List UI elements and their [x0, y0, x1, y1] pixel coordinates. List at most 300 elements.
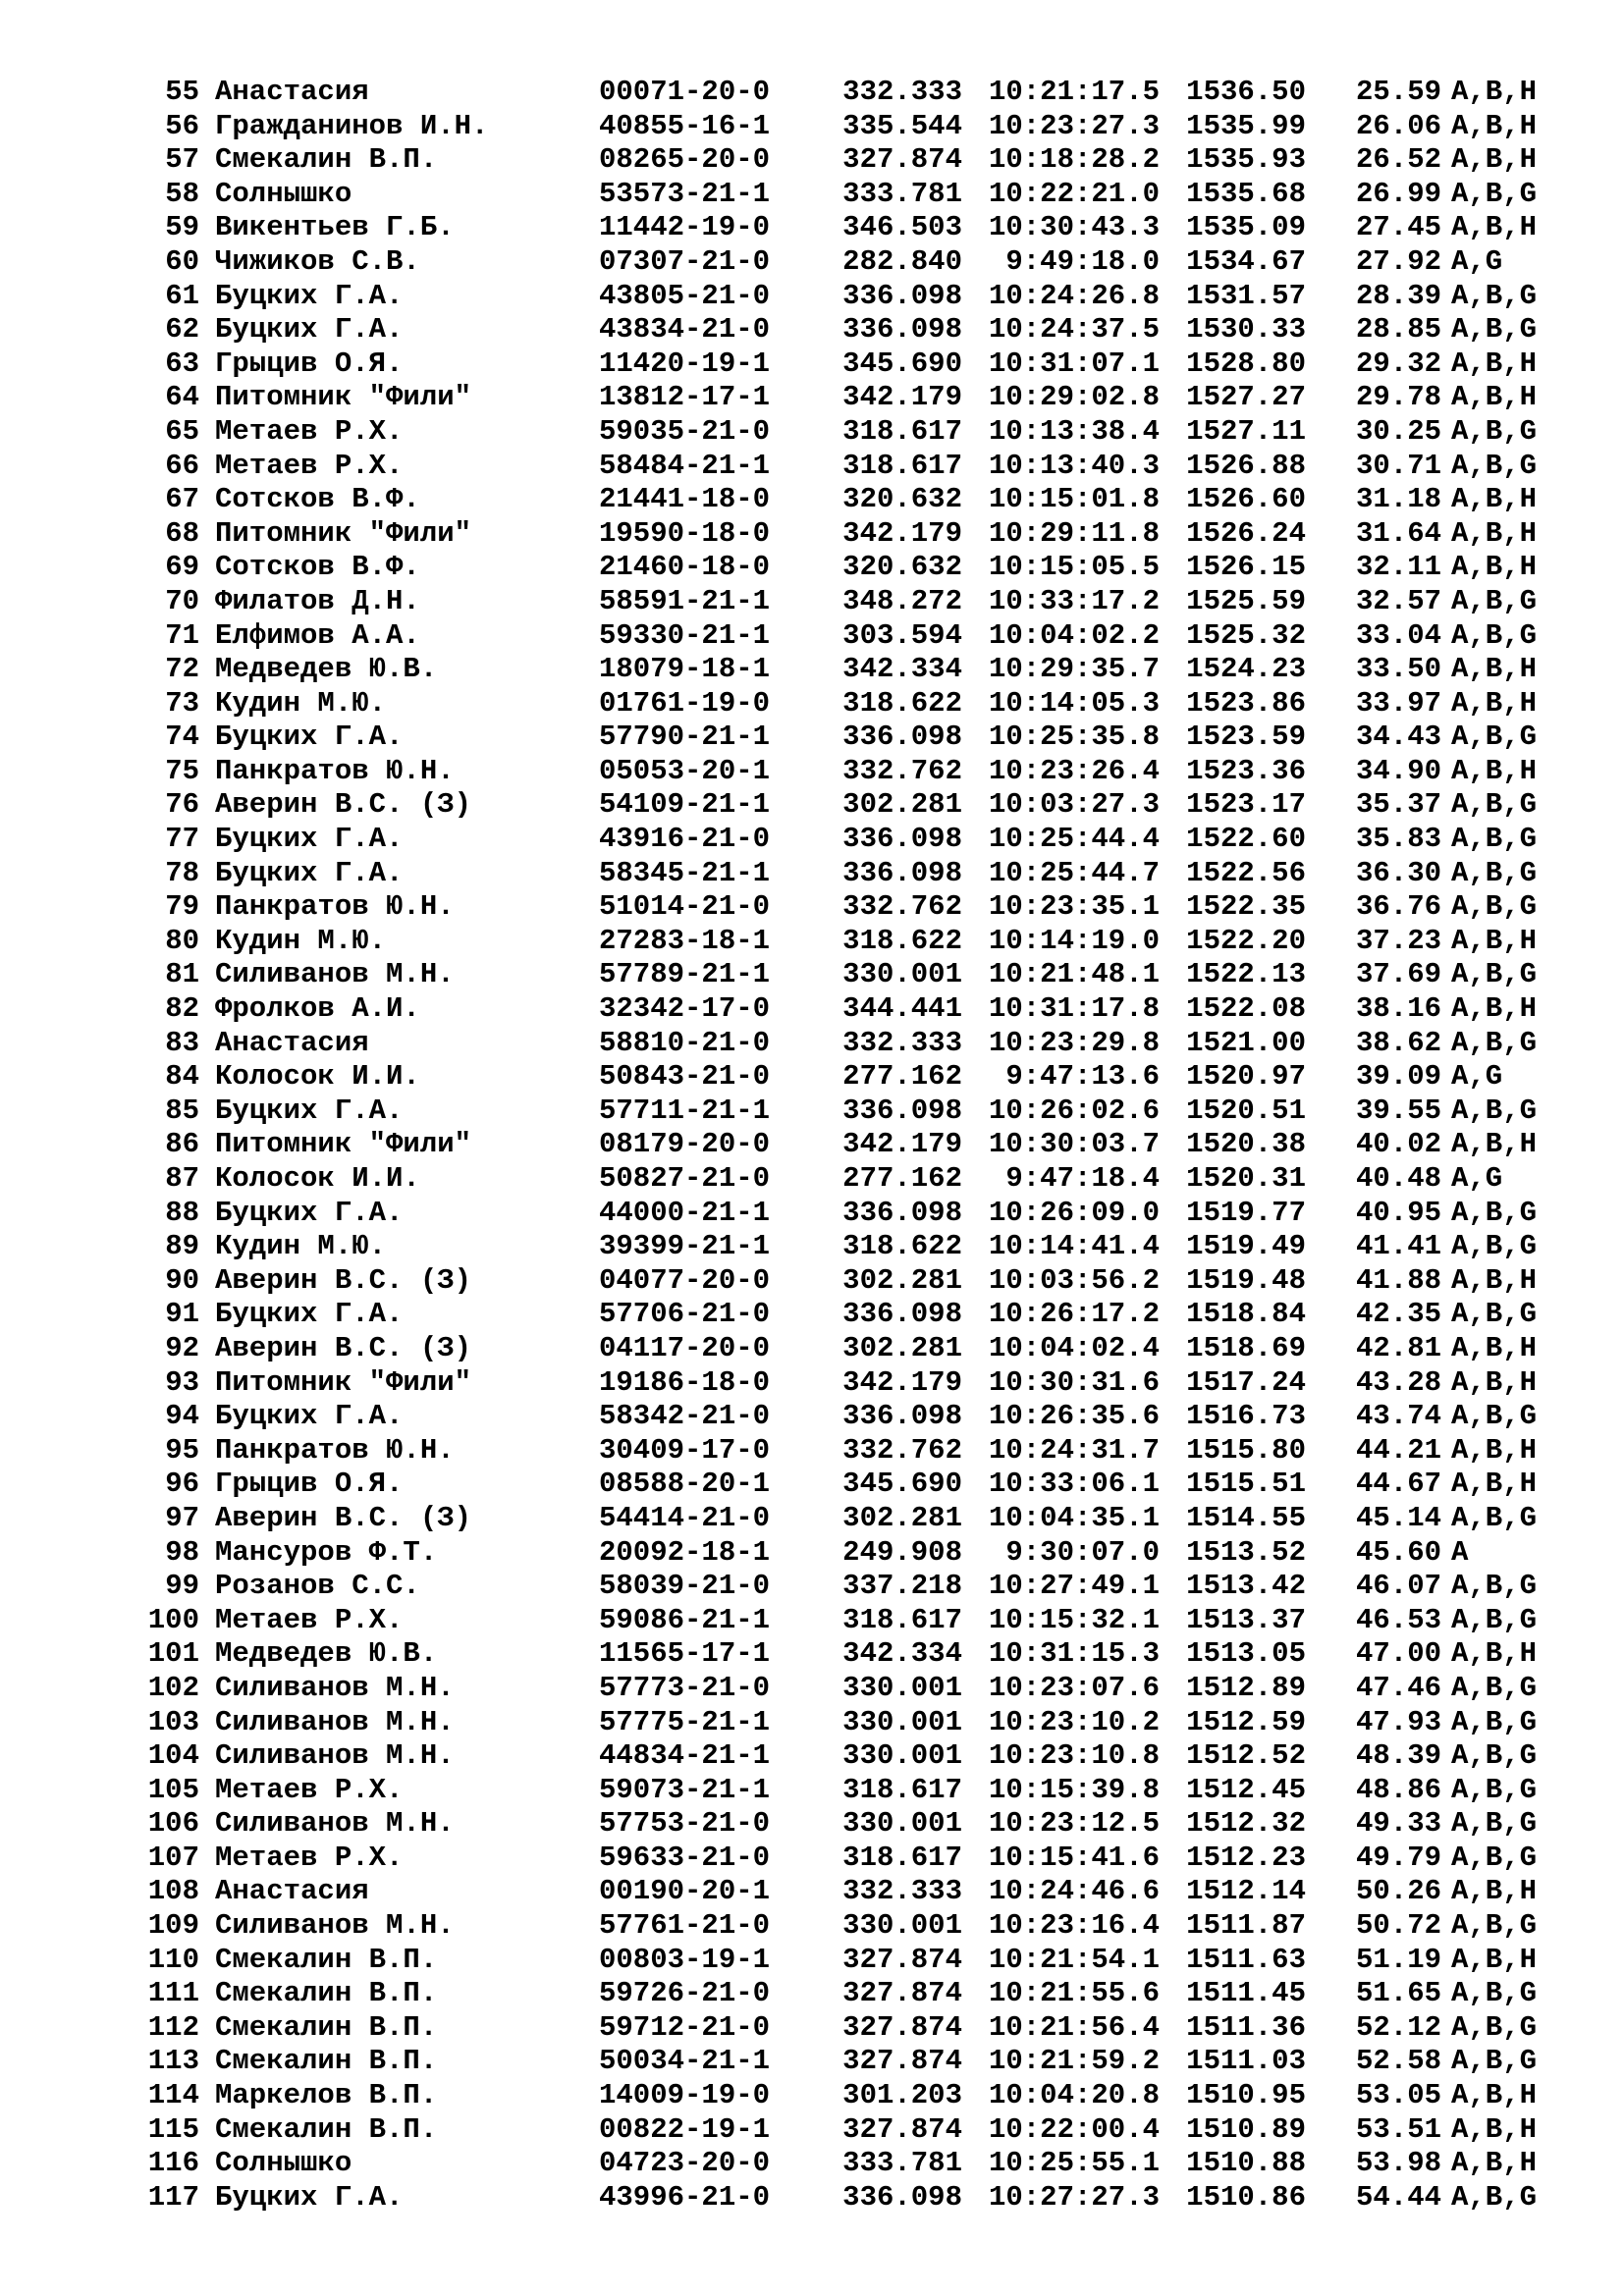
categories-value: A,B,G: [1451, 1196, 1538, 1229]
arrival-time: 10:22:21.0: [988, 177, 1160, 210]
ring-number: 59073-21-1: [599, 1773, 771, 1806]
arrival-time: 9:49:18.0: [1005, 244, 1160, 278]
table-row: [0, 381, 1624, 415]
table-row: [0, 1739, 1624, 1774]
arrival-time: 10:29:02.8: [988, 381, 1160, 414]
distance-value: 327.874: [842, 2112, 962, 2146]
speed-value: 1519.49: [1186, 1230, 1306, 1263]
distance-value: 277.162: [842, 1162, 962, 1195]
distance-value: 336.098: [842, 1400, 962, 1433]
place-number: 88: [165, 1196, 199, 1229]
ring-number: 57761-21-0: [599, 1909, 771, 1943]
coefficient-value: 43.74: [1355, 1400, 1441, 1433]
fancier-name: Маркелов В.П.: [215, 2079, 438, 2112]
ring-number: 04723-20-0: [599, 2147, 771, 2180]
categories-value: A,B,H: [1451, 754, 1538, 787]
arrival-time: 10:14:19.0: [988, 924, 1160, 957]
distance-value: 346.503: [842, 211, 962, 244]
distance-value: 345.690: [842, 1468, 962, 1501]
categories-value: A,B,G: [1451, 584, 1538, 617]
categories-value: A,B,G: [1451, 313, 1538, 347]
coefficient-value: 53.98: [1355, 2147, 1441, 2180]
place-number: 117: [147, 2180, 199, 2214]
table-row: [0, 280, 1624, 314]
place-number: 67: [165, 483, 199, 516]
place-number: 77: [165, 823, 199, 856]
categories-value: A,B,G: [1451, 1094, 1538, 1127]
fancier-name: Буцких Г.А.: [215, 1094, 404, 1127]
ring-number: 43834-21-0: [599, 313, 771, 347]
arrival-time: 10:22:00.4: [988, 2112, 1160, 2146]
place-number: 90: [165, 1263, 199, 1297]
place-number: 96: [165, 1468, 199, 1501]
ring-number: 57706-21-0: [599, 1298, 771, 1331]
table-row: [0, 76, 1624, 110]
ring-number: 53573-21-1: [599, 177, 771, 210]
arrival-time: 10:03:27.3: [988, 788, 1160, 822]
table-row: [0, 1909, 1624, 1944]
arrival-time: 10:26:35.6: [988, 1400, 1160, 1433]
fancier-name: Метаев Р.Х.: [215, 1603, 404, 1636]
place-number: 74: [165, 721, 199, 754]
categories-value: A: [1451, 1535, 1469, 1569]
fancier-name: Буцких Г.А.: [215, 2180, 404, 2214]
table-row: [0, 1604, 1624, 1638]
speed-value: 1515.80: [1186, 1433, 1306, 1467]
fancier-name: Грыцив О.Я.: [215, 347, 404, 380]
place-number: 61: [165, 279, 199, 312]
categories-value: A,B,G: [1451, 1977, 1538, 2010]
arrival-time: 10:21:55.6: [988, 1977, 1160, 2010]
speed-value: 1511.45: [1186, 1977, 1306, 2010]
fancier-name: Аверин В.С. (З): [215, 1501, 472, 1534]
arrival-time: 10:26:17.2: [988, 1298, 1160, 1331]
speed-value: 1522.08: [1186, 992, 1306, 1026]
fancier-name: Метаев Р.Х.: [215, 1773, 404, 1806]
speed-value: 1511.36: [1186, 2010, 1306, 2044]
distance-value: 342.334: [842, 653, 962, 686]
ring-number: 57773-21-0: [599, 1671, 771, 1704]
categories-value: A,B,H: [1451, 347, 1538, 380]
distance-value: 336.098: [842, 823, 962, 856]
fancier-name: Розанов С.С.: [215, 1570, 420, 1603]
table-row: [0, 2181, 1624, 2216]
arrival-time: 10:21:56.4: [988, 2010, 1160, 2044]
speed-value: 1526.15: [1186, 551, 1306, 584]
coefficient-value: 32.11: [1355, 551, 1441, 584]
table-row: [0, 1434, 1624, 1468]
arrival-time: 10:21:48.1: [988, 958, 1160, 991]
ring-number: 59633-21-0: [599, 1841, 771, 1874]
categories-value: A,B,G: [1451, 1230, 1538, 1263]
place-number: 89: [165, 1230, 199, 1263]
fancier-name: Филатов Д.Н.: [215, 584, 420, 617]
arrival-time: 10:15:41.6: [988, 1841, 1160, 1874]
speed-value: 1522.35: [1186, 890, 1306, 924]
speed-value: 1523.17: [1186, 788, 1306, 822]
fancier-name: Силиванов М.Н.: [215, 958, 455, 991]
categories-value: A,B,G: [1451, 890, 1538, 924]
arrival-time: 9:30:07.0: [1005, 1535, 1160, 1569]
ring-number: 59086-21-1: [599, 1603, 771, 1636]
coefficient-value: 53.51: [1355, 2112, 1441, 2146]
table-row: [0, 313, 1624, 347]
table-row: [0, 2147, 1624, 2181]
speed-value: 1519.77: [1186, 1196, 1306, 1229]
arrival-time: 10:21:59.2: [988, 2045, 1160, 2078]
coefficient-value: 52.12: [1355, 2010, 1441, 2044]
coefficient-value: 46.07: [1355, 1570, 1441, 1603]
table-row: [0, 1977, 1624, 2011]
table-row: [0, 1298, 1624, 1332]
distance-value: 330.001: [842, 1705, 962, 1738]
arrival-time: 10:18:28.2: [988, 143, 1160, 177]
place-number: 80: [165, 924, 199, 957]
fancier-name: Питомник "Фили": [215, 381, 472, 414]
fancier-name: Буцких Г.А.: [215, 823, 404, 856]
ring-number: 08588-20-1: [599, 1468, 771, 1501]
fancier-name: Панкратов Ю.Н.: [215, 890, 455, 924]
distance-value: 332.762: [842, 754, 962, 787]
distance-value: 330.001: [842, 958, 962, 991]
table-row: [0, 483, 1624, 517]
distance-value: 318.617: [842, 449, 962, 482]
categories-value: A,B,H: [1451, 1468, 1538, 1501]
arrival-time: 10:23:10.2: [988, 1705, 1160, 1738]
categories-value: A,B,H: [1451, 211, 1538, 244]
table-row: [0, 925, 1624, 959]
coefficient-value: 34.90: [1355, 754, 1441, 787]
fancier-name: Солнышко: [215, 2147, 352, 2180]
distance-value: 318.617: [842, 1603, 962, 1636]
distance-value: 327.874: [842, 2010, 962, 2044]
speed-value: 1535.68: [1186, 177, 1306, 210]
coefficient-value: 25.59: [1355, 76, 1441, 108]
ring-number: 50827-21-0: [599, 1162, 771, 1195]
place-number: 69: [165, 551, 199, 584]
speed-value: 1510.89: [1186, 2112, 1306, 2146]
table-row: [0, 1536, 1624, 1571]
arrival-time: 10:13:40.3: [988, 449, 1160, 482]
coefficient-value: 30.71: [1355, 449, 1441, 482]
ring-number: 18079-18-1: [599, 653, 771, 686]
coefficient-value: 50.26: [1355, 1875, 1441, 1908]
speed-value: 1512.59: [1186, 1705, 1306, 1738]
coefficient-value: 44.67: [1355, 1468, 1441, 1501]
distance-value: 344.441: [842, 992, 962, 1026]
coefficient-value: 29.78: [1355, 381, 1441, 414]
categories-value: A,B,H: [1451, 1943, 1538, 1976]
coefficient-value: 33.97: [1355, 686, 1441, 720]
table-row: [0, 1162, 1624, 1197]
coefficient-value: 38.62: [1355, 1026, 1441, 1059]
ring-number: 58342-21-0: [599, 1400, 771, 1433]
distance-value: 277.162: [842, 1060, 962, 1094]
place-number: 59: [165, 211, 199, 244]
speed-value: 1512.14: [1186, 1875, 1306, 1908]
speed-value: 1511.63: [1186, 1943, 1306, 1976]
categories-value: A,B,H: [1451, 1128, 1538, 1161]
table-row: [0, 1095, 1624, 1129]
fancier-name: Анастасия: [215, 1026, 369, 1059]
speed-value: 1526.60: [1186, 483, 1306, 516]
table-row: [0, 1197, 1624, 1231]
categories-value: A,B,H: [1451, 76, 1538, 108]
ring-number: 04117-20-0: [599, 1331, 771, 1364]
place-number: 87: [165, 1162, 199, 1195]
table-row: [0, 1264, 1624, 1299]
ring-number: 39399-21-1: [599, 1230, 771, 1263]
table-row: [0, 1706, 1624, 1740]
place-number: 102: [147, 1671, 199, 1704]
distance-value: 330.001: [842, 1739, 962, 1773]
fancier-name: Смекалин В.П.: [215, 2112, 438, 2146]
results-table: [0, 76, 1624, 2215]
distance-value: 302.281: [842, 788, 962, 822]
table-row: [0, 211, 1624, 245]
fancier-name: Панкратов Ю.Н.: [215, 754, 455, 787]
fancier-name: Анастасия: [215, 1875, 369, 1908]
fancier-name: Буцких Г.А.: [215, 279, 404, 312]
table-row: [0, 2113, 1624, 2148]
speed-value: 1522.60: [1186, 823, 1306, 856]
categories-value: A,G: [1451, 1060, 1503, 1094]
coefficient-value: 26.06: [1355, 109, 1441, 142]
coefficient-value: 26.52: [1355, 143, 1441, 177]
ring-number: 57711-21-1: [599, 1094, 771, 1127]
table-row: [0, 245, 1624, 280]
place-number: 78: [165, 856, 199, 889]
categories-value: A,B,G: [1451, 414, 1538, 448]
table-row: [0, 1842, 1624, 1876]
distance-value: 303.594: [842, 618, 962, 652]
place-number: 82: [165, 992, 199, 1026]
ring-number: 00822-19-1: [599, 2112, 771, 2146]
distance-value: 330.001: [842, 1807, 962, 1841]
place-number: 75: [165, 754, 199, 787]
distance-value: 336.098: [842, 721, 962, 754]
arrival-time: 10:23:16.4: [988, 1909, 1160, 1943]
categories-value: A,B,G: [1451, 1909, 1538, 1943]
ring-number: 11565-17-1: [599, 1637, 771, 1671]
speed-value: 1523.86: [1186, 686, 1306, 720]
ring-number: 05053-20-1: [599, 754, 771, 787]
place-number: 91: [165, 1298, 199, 1331]
table-row: [0, 890, 1624, 925]
place-number: 115: [147, 2112, 199, 2146]
table-row: [0, 1637, 1624, 1672]
ring-number: 07307-21-0: [599, 244, 771, 278]
fancier-name: Смекалин В.П.: [215, 143, 438, 177]
distance-value: 318.617: [842, 1773, 962, 1806]
categories-value: A,B,H: [1451, 924, 1538, 957]
coefficient-value: 44.21: [1355, 1433, 1441, 1467]
place-number: 65: [165, 414, 199, 448]
fancier-name: Смекалин В.П.: [215, 2010, 438, 2044]
categories-value: A,B,G: [1451, 1739, 1538, 1773]
coefficient-value: 47.00: [1355, 1637, 1441, 1671]
categories-value: A,B,H: [1451, 551, 1538, 584]
categories-value: A,B,H: [1451, 1875, 1538, 1908]
distance-value: 318.617: [842, 1841, 962, 1874]
place-number: 79: [165, 890, 199, 924]
speed-value: 1531.57: [1186, 279, 1306, 312]
table-row: [0, 1774, 1624, 1808]
speed-value: 1512.45: [1186, 1773, 1306, 1806]
coefficient-value: 49.79: [1355, 1841, 1441, 1874]
place-number: 71: [165, 618, 199, 652]
coefficient-value: 48.86: [1355, 1773, 1441, 1806]
arrival-time: 10:30:43.3: [988, 211, 1160, 244]
speed-value: 1536.50: [1186, 76, 1306, 108]
categories-value: A,B,H: [1451, 1433, 1538, 1467]
coefficient-value: 31.18: [1355, 483, 1441, 516]
coefficient-value: 48.39: [1355, 1739, 1441, 1773]
fancier-name: Аверин В.С. (З): [215, 1331, 472, 1364]
speed-value: 1518.84: [1186, 1298, 1306, 1331]
categories-value: A,B,H: [1451, 2112, 1538, 2146]
ring-number: 20092-18-1: [599, 1535, 771, 1569]
categories-value: A,B,G: [1451, 1570, 1538, 1603]
coefficient-value: 27.45: [1355, 211, 1441, 244]
arrival-time: 10:33:17.2: [988, 584, 1160, 617]
fancier-name: Аверин В.С. (З): [215, 1263, 472, 1297]
place-number: 97: [165, 1501, 199, 1534]
coefficient-value: 52.58: [1355, 2045, 1441, 2078]
ring-number: 54109-21-1: [599, 788, 771, 822]
distance-value: 327.874: [842, 1943, 962, 1976]
speed-value: 1523.36: [1186, 754, 1306, 787]
place-number: 112: [147, 2010, 199, 2044]
speed-value: 1522.20: [1186, 924, 1306, 957]
fancier-name: Силиванов М.Н.: [215, 1739, 455, 1773]
table-row: [0, 1807, 1624, 1842]
categories-value: A,B,G: [1451, 618, 1538, 652]
ring-number: 57790-21-1: [599, 721, 771, 754]
arrival-time: 9:47:18.4: [1005, 1162, 1160, 1195]
arrival-time: 10:25:44.4: [988, 823, 1160, 856]
distance-value: 332.762: [842, 1433, 962, 1467]
distance-value: 330.001: [842, 1909, 962, 1943]
ring-number: 14009-19-0: [599, 2079, 771, 2112]
fancier-name: Кудин М.Ю.: [215, 686, 387, 720]
place-number: 116: [147, 2147, 199, 2180]
place-number: 93: [165, 1365, 199, 1399]
coefficient-value: 51.19: [1355, 1943, 1441, 1976]
coefficient-value: 42.35: [1355, 1298, 1441, 1331]
ring-number: 58345-21-1: [599, 856, 771, 889]
arrival-time: 10:21:17.5: [988, 76, 1160, 108]
ring-number: 44000-21-1: [599, 1196, 771, 1229]
categories-value: A,B,G: [1451, 958, 1538, 991]
ring-number: 01761-19-0: [599, 686, 771, 720]
table-row: [0, 143, 1624, 178]
speed-value: 1512.52: [1186, 1739, 1306, 1773]
coefficient-value: 54.44: [1355, 2180, 1441, 2214]
speed-value: 1520.31: [1186, 1162, 1306, 1195]
distance-value: 249.908: [842, 1535, 962, 1569]
coefficient-value: 40.95: [1355, 1196, 1441, 1229]
ring-number: 43805-21-0: [599, 279, 771, 312]
speed-value: 1512.23: [1186, 1841, 1306, 1874]
speed-value: 1511.87: [1186, 1909, 1306, 1943]
place-number: 56: [165, 109, 199, 142]
ring-number: 43996-21-0: [599, 2180, 771, 2214]
distance-value: 332.333: [842, 1875, 962, 1908]
table-row: [0, 687, 1624, 721]
distance-value: 332.762: [842, 890, 962, 924]
place-number: 108: [147, 1875, 199, 1908]
speed-value: 1512.32: [1186, 1807, 1306, 1841]
place-number: 103: [147, 1705, 199, 1738]
arrival-time: 10:23:12.5: [988, 1807, 1160, 1841]
place-number: 99: [165, 1570, 199, 1603]
ring-number: 21460-18-0: [599, 551, 771, 584]
speed-value: 1514.55: [1186, 1501, 1306, 1534]
ring-number: 04077-20-0: [599, 1263, 771, 1297]
categories-value: A,B,G: [1451, 2010, 1538, 2044]
distance-value: 332.333: [842, 1026, 962, 1059]
categories-value: A,B,G: [1451, 1807, 1538, 1841]
arrival-time: 10:24:31.7: [988, 1433, 1160, 1467]
place-number: 57: [165, 143, 199, 177]
arrival-time: 10:21:54.1: [988, 1943, 1160, 1976]
distance-value: 327.874: [842, 2045, 962, 2078]
ring-number: 57753-21-0: [599, 1807, 771, 1841]
table-row: [0, 178, 1624, 212]
place-number: 62: [165, 313, 199, 347]
distance-value: 332.333: [842, 76, 962, 108]
fancier-name: Метаев Р.Х.: [215, 414, 404, 448]
speed-value: 1513.42: [1186, 1570, 1306, 1603]
arrival-time: 10:23:27.3: [988, 109, 1160, 142]
ring-number: 00190-20-1: [599, 1875, 771, 1908]
fancier-name: Грыцив О.Я.: [215, 1468, 404, 1501]
speed-value: 1510.95: [1186, 2079, 1306, 2112]
ring-number: 58591-21-1: [599, 584, 771, 617]
speed-value: 1513.52: [1186, 1535, 1306, 1569]
place-number: 95: [165, 1433, 199, 1467]
speed-value: 1511.03: [1186, 2045, 1306, 2078]
place-number: 94: [165, 1400, 199, 1433]
table-row: [0, 958, 1624, 992]
fancier-name: Буцких Г.А.: [215, 1196, 404, 1229]
categories-value: A,B,G: [1451, 1841, 1538, 1874]
coefficient-value: 39.55: [1355, 1094, 1441, 1127]
fancier-name: Сотсков В.Ф.: [215, 551, 420, 584]
place-number: 60: [165, 244, 199, 278]
distance-value: 333.781: [842, 2147, 962, 2180]
categories-value: A,B,G: [1451, 177, 1538, 210]
table-row: [0, 1570, 1624, 1604]
ring-number: 54414-21-0: [599, 1501, 771, 1534]
table-row: [0, 1366, 1624, 1401]
table-row: [0, 1502, 1624, 1536]
coefficient-value: 50.72: [1355, 1909, 1441, 1943]
distance-value: 336.098: [842, 1196, 962, 1229]
fancier-name: Чижиков С.В.: [215, 244, 420, 278]
speed-value: 1520.97: [1186, 1060, 1306, 1094]
place-number: 55: [165, 76, 199, 108]
table-row: [0, 1027, 1624, 1061]
arrival-time: 10:24:37.5: [988, 313, 1160, 347]
ring-number: 44834-21-1: [599, 1739, 771, 1773]
coefficient-value: 45.60: [1355, 1535, 1441, 1569]
distance-value: 301.203: [842, 2079, 962, 2112]
place-number: 111: [147, 1977, 199, 2010]
speed-value: 1525.32: [1186, 618, 1306, 652]
arrival-time: 10:31:07.1: [988, 347, 1160, 380]
